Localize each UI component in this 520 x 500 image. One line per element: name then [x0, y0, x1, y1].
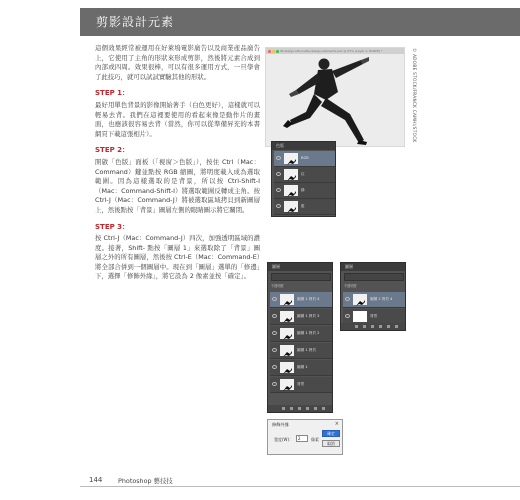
opacity-label: 不透明度 — [271, 284, 284, 288]
mask-icon[interactable] — [371, 325, 374, 328]
adjustment-icon[interactable] — [379, 325, 382, 328]
step-3-text: 按 Ctrl-J（Mac：Command-J）四次，加強透明區域的濃度。接著，Shift- 點按「圖層 1」來選取除了「背景」圖層之外的所有圖層，然後按 Ctrl-E（Mac：Command-E）將全部合併到一個圖層中。現在到「圖層」選單的「修邊」下，選擇「修飾外緣」，將它設為 2 像素並按「確定」。 — [95, 234, 260, 281]
step-2-text: 開啟「色版」面板（「視窗＞色版」），按住 Ctrl（Mac：Command）鍵並點按 RGB 縮圖，將明度載入成為選取範圍。因為這樣選取的是背景，所以按 Ctrl-Shift-I（Mac：Command-Shift-I）將選取範圍反轉成主角。按 Ctrl-J（Mac：Command-J）將被選取區域拷貝到新圖層上，然後點按「背景」圖層左側的眼睛圖示將它關閉。 — [95, 157, 260, 214]
channel-row-blue[interactable] — [274, 199, 335, 215]
intro-paragraph: 這個效果經常被運用在好萊塢電影廣告以及商業產品廣告上，它使用了主角的形狀來形成剪影，然後將元素合成到內部或四周。效果很棒，可以有很多運用方式，一旦學會了此技巧，就可以試試實驗其他的形狀。 — [95, 44, 260, 81]
adjustment-icon[interactable] — [306, 407, 309, 410]
eye-icon[interactable] — [272, 297, 277, 301]
layer-thumbnail — [353, 311, 367, 322]
photo-credit-text: © ADOBE STOCK/FRANCK CAMHI/STOCK — [412, 48, 417, 143]
layer-thumbnail — [280, 294, 294, 305]
eye-icon[interactable] — [272, 382, 277, 386]
layers-tab[interactable]: 圖層 — [341, 263, 405, 271]
eye-icon[interactable] — [276, 172, 281, 176]
channel-thumbnail — [284, 185, 298, 196]
channel-thumbnail — [284, 201, 298, 212]
layer-kind-filter[interactable] — [271, 273, 331, 281]
folder-icon[interactable] — [387, 325, 390, 328]
layer-label: 圖層 1 — [297, 365, 308, 369]
ok-button[interactable]: 確定 — [322, 430, 340, 437]
article-body — [95, 44, 260, 288]
document-filename: ift-design-silhouette-design-elements.psd @ 67% (Layer 1, RGB/8) * — [280, 49, 383, 53]
channel-label: RGB — [301, 156, 309, 160]
link-icon[interactable] — [282, 407, 285, 410]
layer-row[interactable] — [343, 292, 405, 308]
layers-panel-before — [267, 262, 333, 413]
opacity-label: 不透明度 — [344, 284, 357, 288]
layer-label: 背景 — [297, 382, 305, 386]
fx-icon[interactable] — [363, 325, 366, 328]
layer-row[interactable] — [270, 360, 332, 376]
link-icon[interactable] — [355, 325, 358, 328]
layers-panel-footer — [341, 323, 405, 330]
layer-kind-filter[interactable] — [344, 273, 404, 281]
layers-panel-after — [340, 262, 406, 331]
photo-credit — [411, 48, 417, 143]
eye-icon[interactable] — [345, 297, 350, 301]
chapter-title: 剪影設計元素 — [96, 15, 175, 29]
channel-label: 藍 — [301, 204, 305, 208]
channel-label: 綠 — [301, 188, 305, 192]
book-title: Photoshop 藝技技 — [118, 477, 173, 485]
eye-icon[interactable] — [345, 314, 350, 318]
step-1-title: STEP 1： — [95, 89, 130, 98]
eye-icon[interactable] — [276, 204, 281, 208]
width-unit: 像素 — [311, 437, 319, 442]
layer-thumbnail — [280, 345, 294, 356]
width-input[interactable]: 2 — [296, 435, 308, 442]
step-2-title: STEP 2： — [95, 146, 130, 155]
layer-label: 圖層 1 拷貝 4 — [297, 297, 320, 301]
channel-row-red[interactable] — [274, 167, 335, 183]
layer-row[interactable] — [270, 292, 332, 308]
eye-icon[interactable] — [276, 156, 281, 160]
layer-label: 背景 — [370, 314, 378, 318]
action-photo — [265, 47, 405, 147]
close-icon[interactable]: × — [334, 421, 339, 427]
eye-icon[interactable] — [276, 188, 281, 192]
channels-panel — [271, 141, 336, 217]
layer-row[interactable] — [270, 326, 332, 342]
layer-row[interactable] — [270, 343, 332, 359]
step-3-title: STEP 3： — [95, 222, 130, 231]
zoom-dot-icon — [276, 50, 279, 53]
page-number: 144 — [89, 476, 103, 484]
border-dialog — [267, 419, 343, 455]
layer-thumbnail — [280, 328, 294, 339]
fx-icon[interactable] — [290, 407, 293, 410]
eye-icon[interactable] — [272, 365, 277, 369]
mask-icon[interactable] — [298, 407, 301, 410]
channel-row-green[interactable] — [274, 183, 335, 199]
eye-icon[interactable] — [272, 348, 277, 352]
width-label: 寬度(W)： — [274, 437, 294, 442]
layer-row[interactable] — [270, 309, 332, 325]
folder-icon[interactable] — [314, 407, 317, 410]
footer-rule — [80, 486, 520, 487]
jumping-man-figure — [266, 54, 406, 148]
layer-label: 圖層 1 拷貝 3 — [297, 314, 320, 318]
layer-row[interactable] — [270, 377, 332, 393]
trash-icon[interactable] — [322, 407, 325, 410]
channel-row-rgb[interactable] — [274, 151, 335, 167]
minimize-dot-icon — [272, 50, 275, 53]
layer-label: 圖層 1 拷貝 — [297, 348, 316, 352]
trash-icon[interactable] — [395, 325, 398, 328]
channel-thumbnail — [284, 169, 298, 180]
layer-thumbnail — [280, 379, 294, 390]
channel-thumbnail — [284, 153, 298, 164]
step-1-text: 最好用單色背景的影像開始著手（白色更好），這樣就可以輕易去背。我們在這裡要使用的看起來像是動作片的畫面，也應該很容易去背（當然，你可以從準備昇充的本書網頁下載這張相片）。 — [95, 100, 260, 138]
cancel-button[interactable]: 取消 — [322, 440, 340, 447]
layer-label: 圖層 1 拷貝 2 — [297, 331, 320, 335]
channels-tab[interactable]: 色版 — [272, 142, 335, 150]
layer-thumbnail — [353, 294, 367, 305]
channel-label: 紅 — [301, 172, 305, 176]
close-dot-icon — [268, 50, 271, 53]
dialog-title: 修飾外緣 — [272, 422, 289, 427]
layers-panel-footer — [268, 405, 332, 412]
eye-icon[interactable] — [272, 331, 277, 335]
layer-thumbnail — [280, 362, 294, 373]
layer-label: 圖層 1 拷貝 4 — [370, 297, 393, 301]
layers-tab[interactable]: 圖層 — [268, 263, 332, 271]
layer-thumbnail — [280, 311, 294, 322]
eye-icon[interactable] — [272, 314, 277, 318]
